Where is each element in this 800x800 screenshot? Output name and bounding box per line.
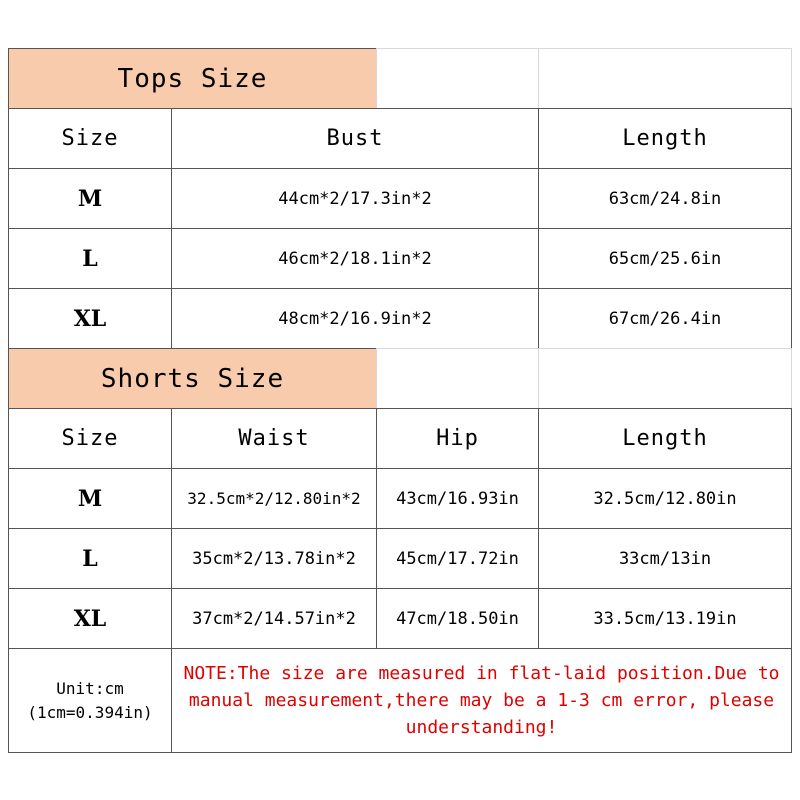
shorts-length-m: 32.5cm/12.80in [538,468,792,529]
shorts-hip-m: 43cm/16.93in [376,468,539,529]
blank-cell [538,48,792,109]
shorts-hip-xl: 47cm/18.50in [376,588,539,649]
shorts-header-waist: Waist [171,408,377,469]
tops-header-bust: Bust [171,108,539,169]
shorts-length-l: 33cm/13in [538,528,792,589]
blank-cell [376,348,539,409]
shorts-size-title: Shorts Size [8,348,377,409]
shorts-waist-xl: 37cm*2/14.57in*2 [171,588,377,649]
tops-length-l: 65cm/25.6in [538,228,792,289]
tops-bust-m: 44cm*2/17.3in*2 [171,168,539,229]
blank-cell [538,348,792,409]
blank-cell [376,48,539,109]
tops-bust-l: 46cm*2/18.1in*2 [171,228,539,289]
tops-bust-xl: 48cm*2/16.9in*2 [171,288,539,349]
shorts-header-length: Length [538,408,792,469]
tops-length-xl: 67cm/26.4in [538,288,792,349]
shorts-size-xl: XL [8,588,172,649]
shorts-waist-l: 35cm*2/13.78in*2 [171,528,377,589]
tops-size-m: M [8,168,172,229]
shorts-size-m: M [8,468,172,529]
tops-header-length: Length [538,108,792,169]
tops-size-xl: XL [8,288,172,349]
shorts-size-l: L [8,528,172,589]
shorts-hip-l: 45cm/17.72in [376,528,539,589]
shorts-header-hip: Hip [376,408,539,469]
tops-size-title: Tops Size [8,48,377,109]
tops-length-m: 63cm/24.8in [538,168,792,229]
shorts-header-size: Size [8,408,172,469]
shorts-length-xl: 33.5cm/13.19in [538,588,792,649]
unit-cell [8,648,172,753]
measurement-note: NOTE:The size are measured in flat-laid position.Due to manual measurement,there may be a 1-3 cm error, please understanding! [171,648,792,753]
tops-size-l: L [8,228,172,289]
tops-header-size: Size [8,108,172,169]
shorts-waist-m: 32.5cm*2/12.80in*2 [171,468,377,529]
unit-label: Unit:cm [56,678,124,698]
unit-conversion: (1cm=0.394in) [27,702,153,722]
